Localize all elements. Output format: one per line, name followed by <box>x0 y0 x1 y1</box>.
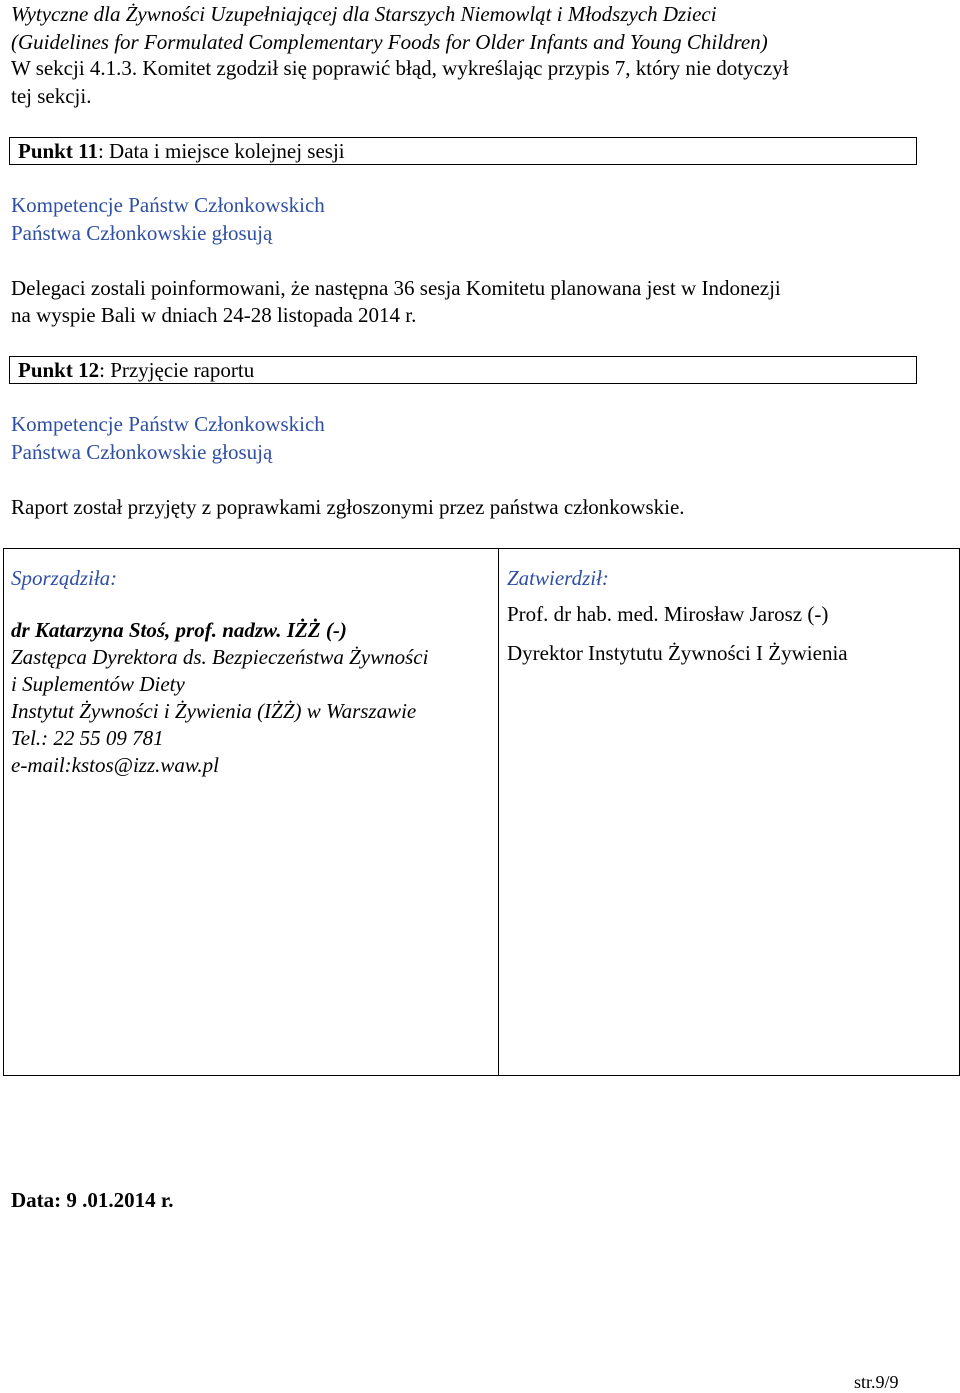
item-11-vote: Państwa Członkowskie głosują <box>11 221 273 245</box>
item-11-heading <box>18 139 345 164</box>
intro-line-2: (Guidelines for Formulated Complementary Foods for Older Infants and Young Children) <box>11 30 768 54</box>
intro-line-1: Wytyczne dla Żywności Uzupełniającej dla Starszych Niemowląt i Młodszych Dzieci <box>11 2 717 26</box>
prepared-by-institution: Instytut Żywności i Żywienia (IŻŻ) w Warszawie <box>11 699 417 723</box>
signature-table-divider <box>498 548 499 1076</box>
item-11-label: Punkt 11 <box>18 139 98 163</box>
prepared-by-email: e-mail:kstos@izz.waw.pl <box>11 753 219 777</box>
intro-line-4: tej sekcji. <box>11 84 92 108</box>
prepared-by-name: dr Katarzyna Stoś, prof. nadzw. IŻŻ (-) <box>11 618 347 642</box>
item-11-competence: Kompetencje Państw Członkowskich <box>11 193 325 217</box>
item-11-body-line-2: na wyspie Bali w dniach 24-28 listopada 2014 r. <box>11 303 417 327</box>
document-date: Data: 9 .01.2014 r. <box>11 1188 174 1212</box>
approved-by-role: Dyrektor Instytutu Żywności I Żywienia <box>507 641 848 665</box>
item-12-heading <box>18 358 254 383</box>
prepared-by-phone: Tel.: 22 55 09 781 <box>11 726 164 750</box>
item-12-heading-box <box>9 356 917 384</box>
approved-by-name: Prof. dr hab. med. Mirosław Jarosz (-) <box>507 602 829 626</box>
item-11-title: : Data i miejsce kolejnej sesji <box>97 139 345 163</box>
intro-line-3: W sekcji 4.1.3. Komitet zgodził się poprawić błąd, wykreślając przypis 7, który nie dotyczył <box>11 56 789 80</box>
item-11-heading-box <box>9 137 917 165</box>
item-12-title: : Przyjęcie raportu <box>99 358 255 382</box>
item-11-body-line-1: Delegaci zostali poinformowani, że następna 36 sesja Komitetu planowana jest w Indonezji <box>11 276 781 300</box>
item-12-body: Raport został przyjęty z poprawkami zgłoszonymi przez państwa członkowskie. <box>11 495 685 519</box>
page-number: str.9/9 <box>854 1372 899 1392</box>
item-12-vote: Państwa Członkowskie głosują <box>11 440 273 464</box>
approved-by-heading: Zatwierdził: <box>507 566 609 590</box>
item-12-competence: Kompetencje Państw Członkowskich <box>11 412 325 436</box>
prepared-by-role-line-1: Zastępca Dyrektora ds. Bezpieczeństwa Żywności <box>11 645 429 669</box>
item-12-label: Punkt 12 <box>18 358 100 382</box>
prepared-by-heading: Sporządziła: <box>11 566 118 590</box>
prepared-by-role-line-2: i Suplementów Diety <box>11 672 185 696</box>
